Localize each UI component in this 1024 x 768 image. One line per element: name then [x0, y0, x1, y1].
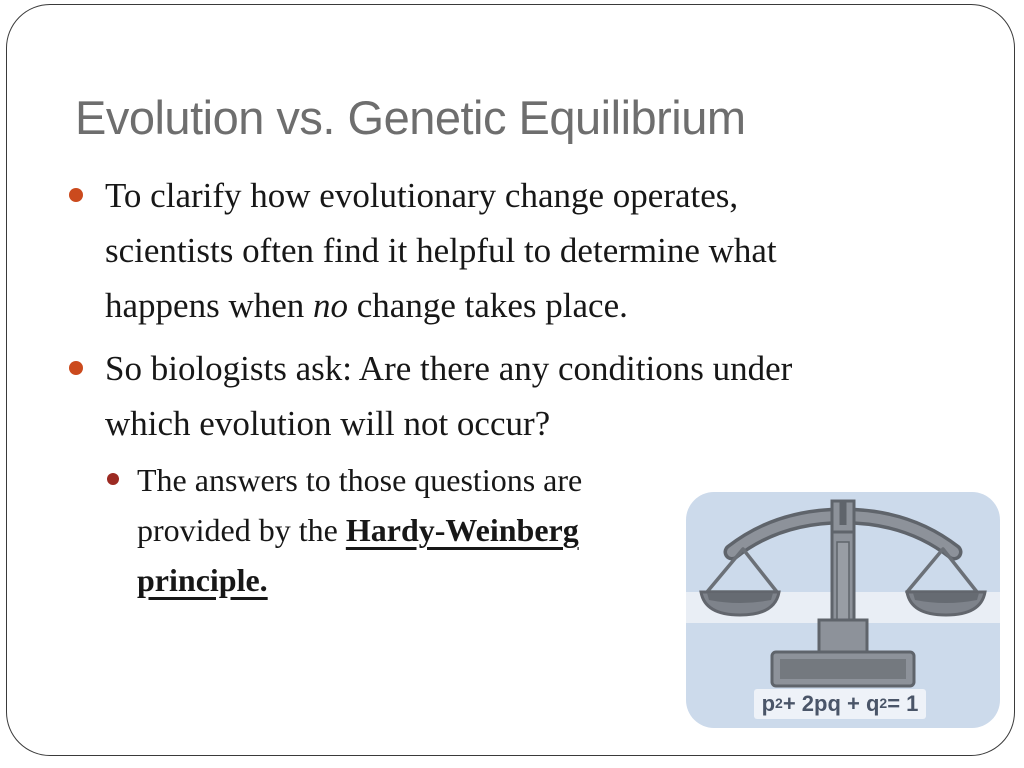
- bullet-line: So biologists ask: Are there any conditions under: [105, 349, 793, 388]
- sub-bullet-text: [137, 455, 582, 605]
- equation-segment: + 2pq + q: [782, 691, 880, 716]
- bullet-line: The answers to those questions are: [137, 462, 583, 498]
- bullet-line: [105, 278, 777, 333]
- equation-segment: p: [761, 691, 776, 716]
- equation-segment: = 1: [887, 691, 919, 716]
- italic-text: no: [313, 286, 349, 325]
- bullet-line: To clarify how evolutionary change operates,: [105, 176, 739, 215]
- bullet-line: [137, 555, 582, 605]
- text-segment: provided by the: [137, 512, 346, 548]
- bullet-line: [137, 505, 582, 555]
- balance-figure: [686, 492, 1000, 728]
- sub-bullet-icon: [107, 473, 119, 485]
- hardy-weinberg-term: principle.: [137, 562, 268, 598]
- slide: [6, 4, 1015, 756]
- bullet-icon: [69, 188, 83, 202]
- hardy-weinberg-term: Hardy-Weinberg: [345, 512, 579, 548]
- bullet-line: which evolution will not occur?: [105, 404, 551, 443]
- text-segment: change takes place.: [348, 286, 628, 325]
- bullet-text: [105, 341, 792, 451]
- hardy-weinberg-equation: p $^2$ + 2pq + q $^2$ = 1: [754, 689, 926, 719]
- bullet-line: scientists often find it helpful to determine what: [105, 231, 777, 270]
- text-segment: happens when: [105, 286, 314, 325]
- bullet-text: [105, 168, 777, 333]
- bullet-icon: [69, 361, 83, 375]
- bullet-item-1: [69, 168, 979, 333]
- bullet-item-2: [69, 341, 979, 451]
- slide-title: Evolution vs. Genetic Equilibrium: [75, 91, 746, 144]
